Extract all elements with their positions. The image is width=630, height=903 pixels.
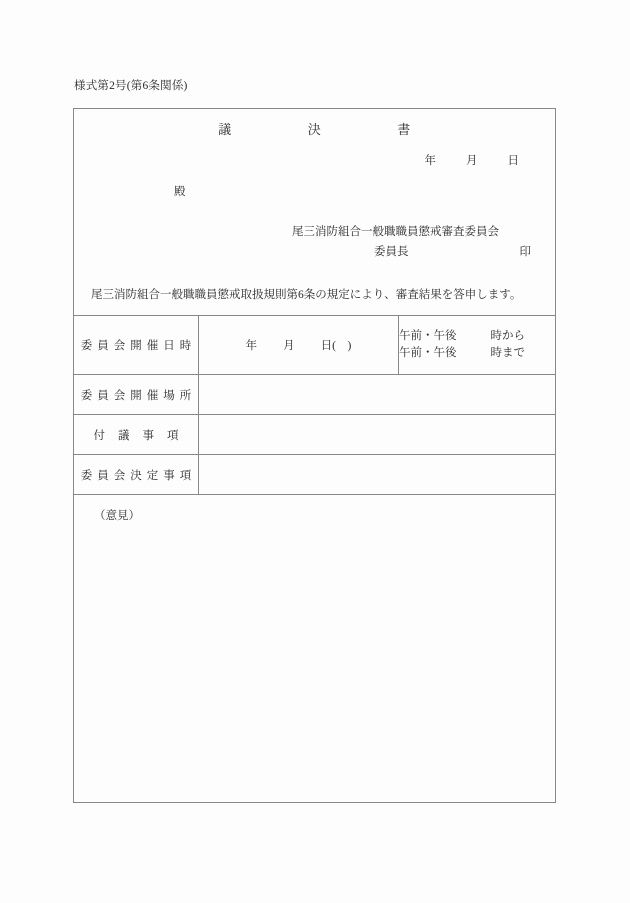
time-from-ampm: 午前・午後 bbox=[399, 330, 457, 343]
date-year-label: 年 bbox=[424, 155, 436, 167]
table-row bbox=[74, 316, 555, 375]
title-char-3: 書 bbox=[397, 122, 411, 137]
title-char-2: 決 bbox=[307, 122, 322, 137]
meeting-time-field[interactable] bbox=[399, 316, 556, 375]
time-to-ampm: 午前・午後 bbox=[399, 347, 457, 359]
date-day-label: 日 bbox=[507, 155, 519, 167]
meeting-date-month: 月 bbox=[283, 340, 295, 352]
addressee-suffix: 殿 bbox=[174, 186, 186, 198]
time-from-unit: 時から bbox=[490, 330, 525, 343]
seal-mark: 印 bbox=[519, 246, 531, 258]
row-label-meeting-datetime bbox=[74, 316, 199, 375]
row-label-meeting-place bbox=[74, 375, 199, 415]
opinion-section[interactable] bbox=[74, 494, 555, 788]
agenda-items-field[interactable] bbox=[199, 415, 556, 455]
row-label-text: 付議事項 bbox=[93, 429, 192, 442]
opinion-label: （意見） bbox=[94, 510, 140, 522]
row-label-committee-decision bbox=[74, 455, 199, 495]
form-sheet bbox=[73, 108, 556, 803]
issuer-role: 委員長 bbox=[374, 246, 409, 258]
date-month-label: 月 bbox=[466, 155, 478, 167]
row-label-agenda-items bbox=[74, 415, 199, 455]
row-label-text: 委員会開催日時 bbox=[80, 340, 197, 352]
committee-decision-field[interactable] bbox=[199, 455, 556, 495]
table-row bbox=[74, 415, 555, 455]
table-row bbox=[74, 375, 555, 415]
table-row bbox=[74, 455, 555, 495]
date-line bbox=[425, 152, 520, 168]
document-header bbox=[74, 109, 555, 315]
issuer-organization: 尾三消防組合一般職職員懲戒審査委員会 bbox=[292, 226, 499, 238]
title-char-1: 議 bbox=[218, 122, 232, 137]
meeting-date-year: 年 bbox=[245, 340, 258, 352]
row-label-text: 委員会決定事項 bbox=[80, 469, 197, 482]
form-number: 様式第2号(第6条関係) bbox=[74, 80, 188, 92]
meeting-time-from-line bbox=[399, 328, 555, 345]
form-table bbox=[74, 315, 555, 494]
row-label-text: 委員会開催場所 bbox=[80, 389, 197, 402]
meeting-date-field[interactable] bbox=[199, 316, 399, 375]
statement-text: 尾三消防組合一般職職員懲戒取扱規則第6条の規定により、審査結果を答申します。 bbox=[91, 289, 522, 301]
time-to-unit: 時まで bbox=[490, 347, 525, 359]
document-title bbox=[74, 119, 555, 138]
meeting-time-to-line bbox=[399, 345, 555, 362]
meeting-place-field[interactable] bbox=[199, 375, 556, 415]
meeting-date-day: 日( ) bbox=[320, 340, 352, 352]
